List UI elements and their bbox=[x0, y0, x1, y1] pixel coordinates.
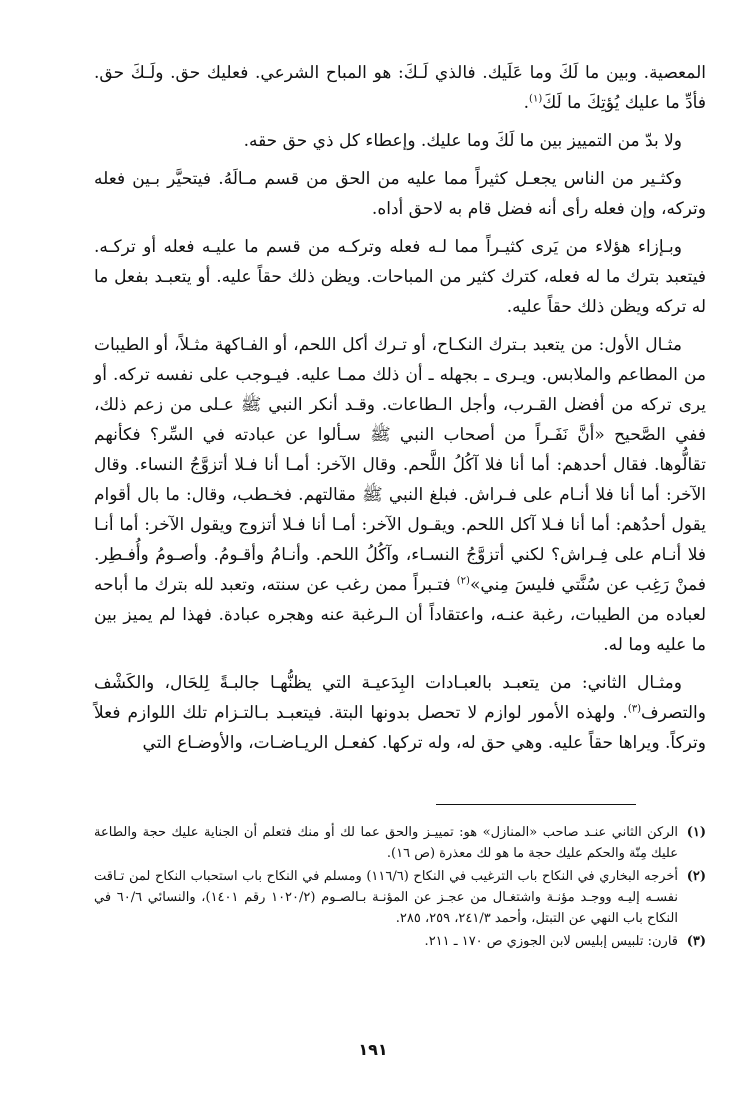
page-number: ١٩١ bbox=[358, 1040, 388, 1059]
footnote-number: (١) bbox=[686, 825, 706, 840]
footnote-number: (٢) bbox=[686, 869, 706, 884]
footnote-separator bbox=[436, 804, 636, 805]
footnote-ref-1: (١) bbox=[529, 93, 543, 105]
paragraph-5: مثـال الأول: من يتعبد بـترك النكـاح، أو تـرك أكل اللحم، أو الفـاكهة مثـلاً، أو الطيبات من المطاعم والملابس. ويـرى ـ بجهله ـ أن ذلك ممـا عليه. فيـوجب على نفسه تركه. أو يرى تركه من أفضل القـرب، وأجل الـطاعات. وقـد أنكر النبي ﷺ عـلى من زعم ذلك، ففي الصَّحيح «أنَّ نَفَـراً من أصحاب النبي ﷺ سـألوا عن عبادته في السِّر؟ فكأنهم تقالُّوها. فقال أحدهم: أما أنا فلا آكُلُ اللَّحم. وقال الآخر: أمـا أنا فـلا أتزوَّجُ النساء. وقال الآخر: أما أنا فلا أنـام على فـراش. فبلغ النبي ﷺ مقالتهم. فخـطب، وقال: ما بال أقوام يقول أحدُهم: أما أنا فـلا آكل اللحم. ويقـول الآخر: أمـا أنا فـلا أتزوج ويقول الآخر: أما أنـا فلا أنـام على فِـراش؟ لكني أتزوَّجُ النسـاء، وآكُلُ اللحم. وأنـامُ وأقـومُ. وأصـومُ وأُفـطِر. فمنْ رَغِب عن سُنَّتي فليسَ مِني»$^{(٢)}$ فتـبراً ممن رغب عن سنته، وتعبد لله بترك ما أباحه لعباده من الطيبات، رغبة عنـه، واعتقاداً أن الـرغبة عنه وهجره عبادة. فهذا لم يميز بين ما عليه وما له. bbox=[94, 335, 706, 655]
paragraph-6: ومثـال الثاني: من يتعبـد بالعبـادات البِدَعيـة التي يظنُّهـا جالبـةً لِلحَال، والكَشْف والتصرف$^{(٣)}$. ولهذه الأمور لوازم لا تحصل بدونها البتة. فيتعبـد بـالتـزام تلك اللوازم فعلاً وتركاً. ويراها حقاً عليه. وهي حق له، وله تركها. كفعـل الريـاضـات، والأوضـاع التي bbox=[94, 673, 706, 753]
footnote-number: (٣) bbox=[686, 934, 706, 949]
body-text bbox=[94, 58, 706, 758]
footnote-text: أخرجه البخاري في النكاح باب الترغيب في النكاح (١١٦/٦) ومسلم في النكاح باب استحباب النكاح لمن تـاقت نفسـه إليـه ووجـد مؤنـة واشتغـال من عجـز عن المؤنـة بـالصـوم (١٠٢٠/٢ رقم ١٤٠١)، والنسائي ٦٠/٦ في النكاح باب النهي عن التبتل، وأحمد ٢٤١/٣، ٢٥٩، ٢٨٥. bbox=[94, 869, 679, 926]
footnote-ref-3: (٣) bbox=[627, 703, 641, 715]
footnote-3 bbox=[94, 931, 706, 952]
footnote-text: قارن: تلبيس إبليس لابن الجوزي ص ١٧٠ ـ ٢١١. bbox=[424, 934, 678, 949]
footnote-1 bbox=[94, 822, 706, 864]
paragraph-1: المعصية. وبين ما لَكَ وما عَلَيك. فالذي لَـكَ: هو المباح الشرعي. فعليك حق. ولَـكَ حق. فأدِّ ما عليك يُؤتِكَ ما لَكَ$^{(١)}$. bbox=[94, 63, 706, 113]
paragraph-4: وبـإزاء هؤلاء من يَرى كثيـراً مما لـه فعله وتركـه من قسم ما عليـه فعله أو تركـه. فيتعبد بترك ما له فعله، كترك كثير من المباحات. ويظن ذلك حقاً عليه. أو يتعبـد بفعل ما له تركه ويظن ذلك حقاً عليه. bbox=[94, 237, 706, 317]
paragraph-3: وكثـير من الناس يجعـل كثيراً مما عليه من الحق من قسم مـالَهُ. فيتحيَّر بـين فعله وتركه، وإن فعله رأى أنه فضل قام به لاحق أداه. bbox=[94, 169, 706, 219]
paragraph-2: ولا بدّ من التمييز بين ما لَكَ وما عليك. وإعطاء كل ذي حق حقه. bbox=[243, 131, 682, 151]
footnote-2 bbox=[94, 866, 706, 929]
footnote-ref-2: (٢) bbox=[456, 575, 470, 587]
footnotes bbox=[94, 822, 706, 954]
footnote-text: الركن الثاني عنـد صاحب «المنازل» هو: تمييـز والحق عما لك أو منك فتعلم أن الجناية عليك حجة والطاعة عليك مِنّة والحكم عليك حجة ما هو لك معذرة (ص ١٦). bbox=[94, 825, 678, 861]
